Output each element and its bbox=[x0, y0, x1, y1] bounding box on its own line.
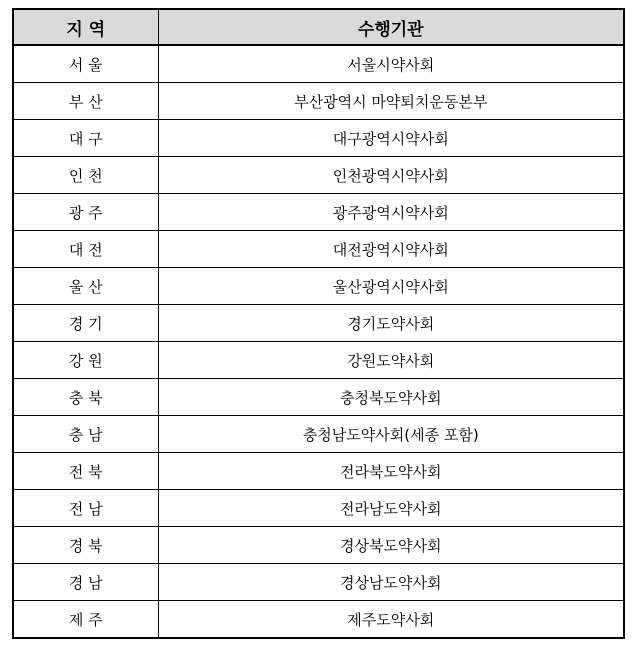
region-agency-table bbox=[12, 8, 625, 639]
agency-cell: 부산광역시 마약퇴치운동본부 bbox=[158, 83, 624, 120]
agency-cell: 충청남도약사회(세종 포함) bbox=[158, 416, 624, 453]
region-cell: 경 북 bbox=[13, 527, 158, 564]
table-row bbox=[13, 527, 624, 564]
agency-cell: 대구광역시약사회 bbox=[158, 120, 624, 157]
region-cell: 대 전 bbox=[13, 231, 158, 268]
agency-cell: 경상남도약사회 bbox=[158, 564, 624, 601]
region-cell: 경 기 bbox=[13, 305, 158, 342]
table-row bbox=[13, 231, 624, 268]
table-row bbox=[13, 490, 624, 527]
agency-cell: 인천광역시약사회 bbox=[158, 157, 624, 194]
region-cell: 충 남 bbox=[13, 416, 158, 453]
region-cell: 경 남 bbox=[13, 564, 158, 601]
table-row bbox=[13, 379, 624, 416]
region-cell: 광 주 bbox=[13, 194, 158, 231]
table-row bbox=[13, 120, 624, 157]
table-row bbox=[13, 453, 624, 490]
table-row bbox=[13, 564, 624, 601]
agency-cell: 제주도약사회 bbox=[158, 601, 624, 639]
agency-cell: 울산광역시약사회 bbox=[158, 268, 624, 305]
region-cell: 대 구 bbox=[13, 120, 158, 157]
region-cell: 강 원 bbox=[13, 342, 158, 379]
agency-column-header: 수행기관 bbox=[158, 9, 624, 45]
header-row bbox=[13, 9, 624, 45]
region-cell: 제 주 bbox=[13, 601, 158, 639]
region-cell: 전 북 bbox=[13, 453, 158, 490]
agency-cell: 서울시약사회 bbox=[158, 45, 624, 83]
agency-cell: 대전광역시약사회 bbox=[158, 231, 624, 268]
region-cell: 전 남 bbox=[13, 490, 158, 527]
agency-cell: 경상북도약사회 bbox=[158, 527, 624, 564]
table-row bbox=[13, 416, 624, 453]
table-body bbox=[13, 45, 624, 638]
agency-cell: 경기도약사회 bbox=[158, 305, 624, 342]
table-row bbox=[13, 601, 624, 639]
region-cell: 서 울 bbox=[13, 45, 158, 83]
table-row bbox=[13, 305, 624, 342]
table-row bbox=[13, 45, 624, 83]
region-cell: 부 산 bbox=[13, 83, 158, 120]
region-cell: 울 산 bbox=[13, 268, 158, 305]
table-header bbox=[13, 9, 624, 45]
agency-cell: 전라북도약사회 bbox=[158, 453, 624, 490]
table-row bbox=[13, 157, 624, 194]
region-cell: 충 북 bbox=[13, 379, 158, 416]
agency-cell: 충청북도약사회 bbox=[158, 379, 624, 416]
table-row bbox=[13, 268, 624, 305]
table-row bbox=[13, 342, 624, 379]
region-column-header: 지 역 bbox=[13, 9, 158, 45]
agency-cell: 강원도약사회 bbox=[158, 342, 624, 379]
agency-cell: 전라남도약사회 bbox=[158, 490, 624, 527]
region-cell: 인 천 bbox=[13, 157, 158, 194]
table-row bbox=[13, 194, 624, 231]
agency-cell: 광주광역시약사회 bbox=[158, 194, 624, 231]
table-row bbox=[13, 83, 624, 120]
